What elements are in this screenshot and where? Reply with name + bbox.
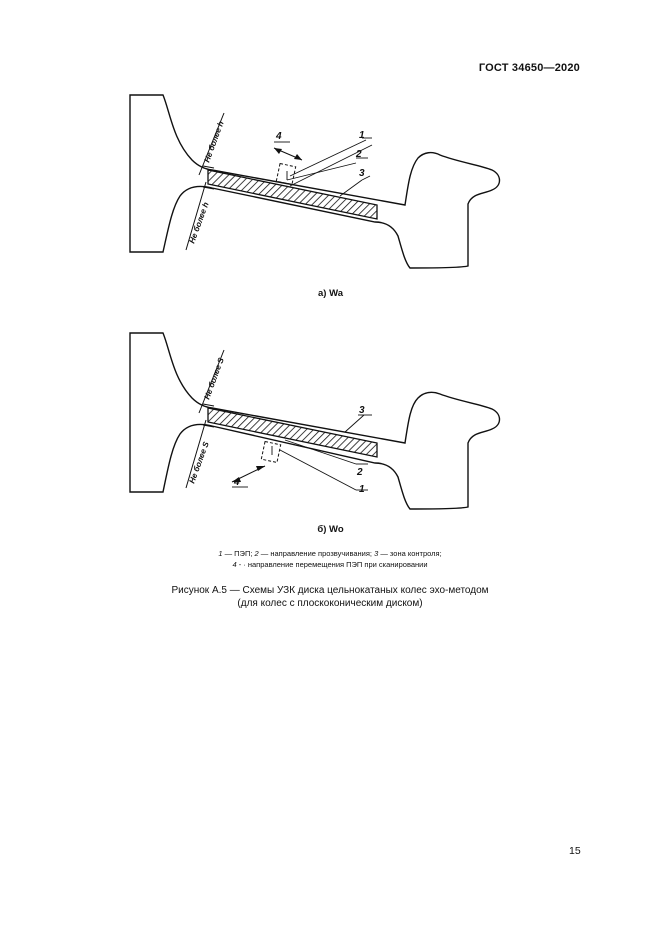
legend-line-2: 4 - · направление перемещения ПЭП при сканировании: [232, 560, 428, 569]
document-header: ГОСТ 34650—2020: [478, 62, 580, 74]
subcaption-a: а) Wa: [318, 288, 343, 299]
figure-title-line-1: Рисунок А.5 — Схемы УЗК диска цельнокатаных колес эхо-методом: [171, 585, 489, 596]
wheel-profile-b: [130, 333, 500, 509]
figure-a: [130, 95, 500, 268]
dim-label-lower-b: Не более S: [187, 440, 211, 485]
callout-2-a: 2: [356, 149, 362, 160]
figure-b: [130, 333, 500, 509]
legend-line-1: 1 — ПЭП; 2 — направление прозвучивания; 3 — зона контроля;: [218, 549, 442, 558]
wheel-profile-a: [130, 95, 500, 268]
figure-title-line-2: (для колес с плоскоконическим диском): [237, 598, 423, 609]
dim-label-lower-a: Не более h: [187, 201, 211, 245]
callout-3-a: 3: [359, 168, 365, 179]
probe-b: [261, 442, 280, 463]
probe-a: [276, 164, 295, 185]
subcaption-b: б) Wo: [317, 524, 344, 535]
control-zone-b: [208, 408, 377, 457]
dim-label-upper-b: Не более S: [202, 356, 226, 401]
callout-1-a: 1: [359, 130, 365, 141]
callout-2-b: 2: [357, 467, 363, 478]
control-zone-a: [208, 170, 377, 219]
figure-title: [100, 584, 560, 610]
callout-4-a: 4: [276, 131, 282, 142]
dim-label-upper-a: Не более h: [202, 120, 226, 164]
page-number: 15: [569, 845, 581, 857]
callout-3-b: 3: [359, 405, 365, 416]
callout-4-b: 4: [234, 477, 240, 488]
callout-1-b: 1: [359, 484, 365, 495]
figure-legend: [120, 548, 540, 570]
